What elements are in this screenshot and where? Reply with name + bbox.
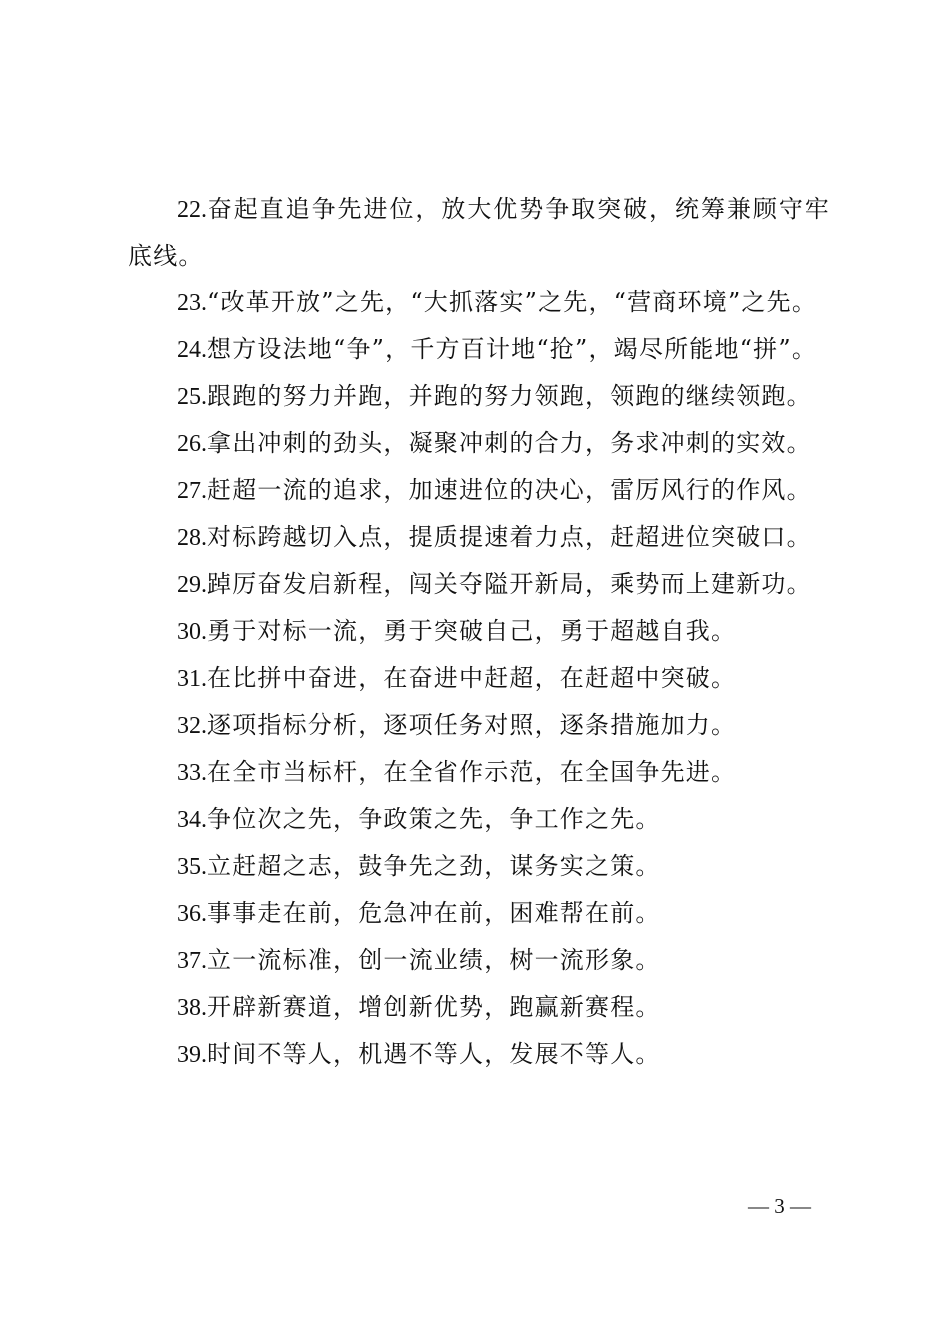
- item-number: 28.: [177, 525, 207, 551]
- item-text: 在比拼中奋进，在奋进中赶超，在赶超中突破。: [207, 664, 737, 692]
- item-number: 33.: [177, 760, 207, 786]
- list-item: [128, 326, 830, 373]
- item-text: “改革开放”之先，“大抓落实”之先，“营商环境”之先。: [207, 288, 818, 316]
- list-item: [128, 561, 830, 608]
- item-text: 想方设法地“争”，千方百计地“抢”，竭尽所能地“拼”。: [207, 335, 818, 363]
- item-text: 跟跑的努力并跑，并跑的努力领跑，领跑的继续领跑。: [207, 382, 812, 410]
- item-number: 24.: [177, 337, 207, 363]
- page-number: — 3 —: [748, 1194, 811, 1218]
- item-number: 29.: [177, 572, 207, 598]
- item-text: 拿出冲刺的劲头，凝聚冲刺的合力，务求冲刺的实效。: [207, 429, 812, 457]
- item-number: 25.: [177, 384, 207, 410]
- item-number: 30.: [177, 619, 207, 645]
- item-number: 31.: [177, 666, 207, 692]
- list-item: [128, 373, 830, 420]
- list-item: [128, 514, 830, 561]
- item-text: 勇于对标一流，勇于突破自己，勇于超越自我。: [207, 617, 737, 645]
- item-text: 开辟新赛道，增创新优势，跑赢新赛程。: [207, 993, 661, 1021]
- item-number: 36.: [177, 901, 207, 927]
- list-item: [128, 420, 830, 467]
- list-item: [128, 1031, 830, 1078]
- list-item: [128, 279, 830, 326]
- item-text: 赶超一流的追求，加速进位的决心，雷厉风行的作风。: [207, 476, 812, 504]
- item-number: 22.: [177, 197, 207, 223]
- item-text: 立一流标准，创一流业绩，树一流形象。: [207, 946, 661, 974]
- list-item: [128, 749, 830, 796]
- item-text: 踔厉奋发启新程，闯关夺隘开新局，乘势而上建新功。: [207, 570, 812, 598]
- list-item: [128, 890, 830, 937]
- item-text: 逐项指标分析，逐项任务对照，逐条措施加力。: [207, 711, 737, 739]
- list-item: [128, 467, 830, 514]
- list-item: [128, 796, 830, 843]
- item-number: 37.: [177, 948, 207, 974]
- item-number: 34.: [177, 807, 207, 833]
- list-item: [128, 608, 830, 655]
- document-body: [128, 186, 830, 1078]
- item-text: 在全市当标杆，在全省作示范，在全国争先进。: [207, 758, 737, 786]
- item-text: 立赶超之志，鼓争先之劲，谋务实之策。: [207, 852, 661, 880]
- list-item: [128, 984, 830, 1031]
- item-number: 32.: [177, 713, 207, 739]
- list-item: [128, 702, 830, 749]
- item-text: 奋起直追争先进位，放大优势争取突破，统筹兼顾守牢底线。: [128, 195, 830, 270]
- item-text: 对标跨越切入点，提质提速着力点，赶超进位突破口。: [207, 523, 812, 551]
- list-item: [128, 937, 830, 984]
- list-item: [128, 655, 830, 702]
- item-number: 27.: [177, 478, 207, 504]
- item-number: 23.: [177, 290, 207, 316]
- item-number: 35.: [177, 854, 207, 880]
- item-text: 时间不等人，机遇不等人，发展不等人。: [207, 1040, 661, 1068]
- item-text: 争位次之先，争政策之先，争工作之先。: [207, 805, 661, 833]
- list-item: [128, 843, 830, 890]
- list-item: [128, 186, 830, 279]
- item-number: 39.: [177, 1042, 207, 1068]
- item-number: 38.: [177, 995, 207, 1021]
- item-text: 事事走在前，危急冲在前，困难帮在前。: [207, 899, 661, 927]
- item-number: 26.: [177, 431, 207, 457]
